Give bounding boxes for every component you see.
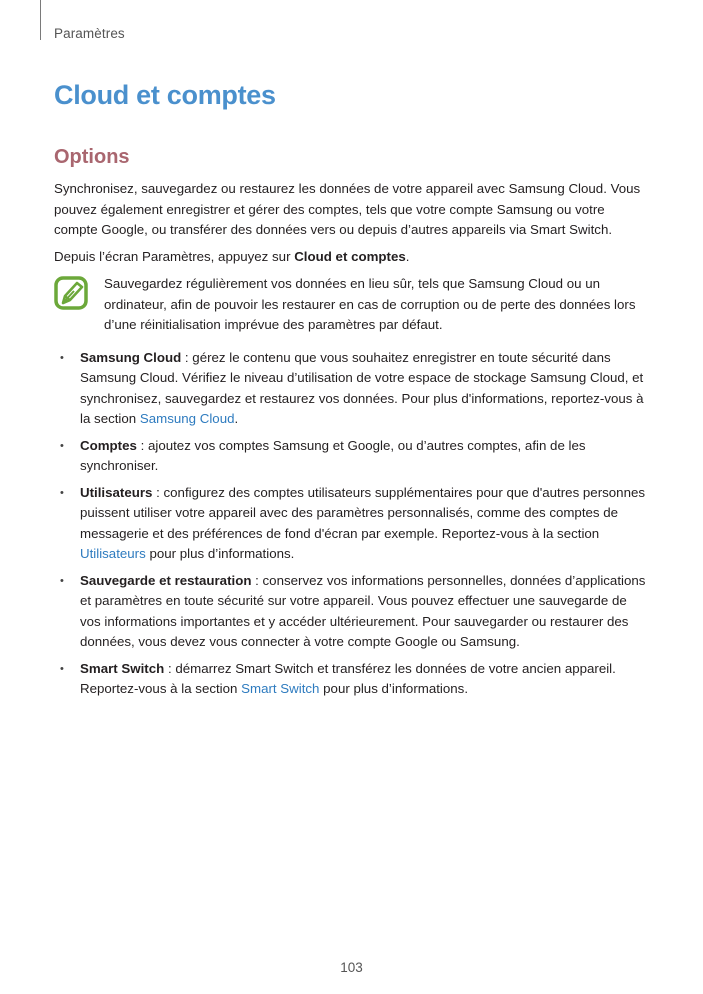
item-text: : conservez vos informations personnelles, données d’applications et paramètres en toute sécurité sur votre appareil. Vous pouvez effectuer une sauvegarde de vos informations importantes et y accéder ultérieurement. Pour sauvegarder ou restaurer des données, vous devez vous connecter à votre compte Google ou Samsung. bbox=[80, 572, 646, 649]
header-rule bbox=[40, 0, 41, 40]
intro-paragraph: Synchronisez, sauvegardez ou restaurez les données de votre appareil avec Samsung Cloud. Vous pouvez également enregistrer et gérer des comptes, tels que votre compte Samsung ou votre compte Google, ou transférer des données vers ou depuis d’autres appareils via Smart Switch. bbox=[54, 181, 641, 237]
list-item-samsung-cloud bbox=[54, 348, 649, 430]
bullet-icon: • bbox=[60, 662, 64, 675]
bullet-icon: • bbox=[60, 439, 64, 452]
item-term: Samsung Cloud bbox=[80, 349, 182, 365]
page-number: 103 bbox=[340, 960, 363, 975]
item-term: Comptes bbox=[80, 437, 137, 453]
bullet-icon: • bbox=[60, 351, 64, 364]
item-text: : ajoutez vos comptes Samsung et Google, ou d’autres comptes, afin de les synchroniser. bbox=[80, 437, 586, 473]
bullet-icon: • bbox=[60, 574, 64, 587]
list-item-smart-switch bbox=[54, 659, 649, 700]
link-samsung-cloud[interactable]: Samsung Cloud bbox=[139, 411, 235, 426]
instruction-paragraph bbox=[54, 247, 649, 268]
link-utilisateurs[interactable]: Utilisateurs bbox=[80, 546, 146, 561]
item-text: : démarrez Smart Switch et transférez les données de votre ancien appareil. Reportez-vous à la section bbox=[80, 660, 616, 696]
item-term: Smart Switch bbox=[80, 660, 165, 676]
list-item-sauvegarde-restauration bbox=[54, 571, 649, 653]
item-after: . bbox=[234, 411, 239, 426]
item-after: pour plus d’informations. bbox=[145, 546, 295, 561]
instruction-target: Cloud et comptes bbox=[294, 248, 406, 264]
section-title: Options bbox=[54, 146, 130, 168]
options-list bbox=[54, 348, 649, 700]
list-item-comptes bbox=[54, 436, 649, 477]
list-item-utilisateurs bbox=[54, 483, 649, 565]
item-text: : gérez le contenu que vous souhaitez enregistrer en toute sécurité dans Samsung Cloud. Vérifiez le niveau d’utilisation de votre espace de stockage Samsung Cloud, et synchronisez, sauvegardez et restaurez vos données. Pour plus d'informations, reportez-vous à la section bbox=[80, 349, 644, 426]
page-title: Cloud et comptes bbox=[54, 80, 276, 110]
instruction-suffix: . bbox=[405, 248, 410, 264]
bullet-icon: • bbox=[60, 486, 64, 499]
item-after: pour plus d’informations. bbox=[319, 681, 469, 696]
item-term: Utilisateurs bbox=[80, 484, 153, 500]
item-term: Sauvegarde et restauration bbox=[80, 572, 252, 588]
note-block bbox=[54, 274, 649, 336]
item-text: : configurez des comptes utilisateurs supplémentaires pour que d'autres personnes puissent utiliser votre appareil avec des paramètres personnalisés, comme des comptes de messagerie et des préférences de fond d'écran par exemple. Reportez-vous à la section bbox=[80, 484, 646, 541]
running-head: Paramètres bbox=[54, 26, 125, 41]
page-content bbox=[54, 179, 649, 706]
link-smart-switch[interactable]: Smart Switch bbox=[241, 681, 320, 696]
instruction-prefix: Depuis l’écran Paramètres, appuyez sur bbox=[54, 248, 295, 264]
note-pencil-icon bbox=[54, 276, 88, 310]
note-text: Sauvegardez régulièrement vos données en lieu sûr, tels que Samsung Cloud ou un ordinateur, afin de pouvoir les restaurer en cas de corruption ou de perte des données lors d’une réinitialisation imprévue des paramètres par défaut. bbox=[104, 276, 636, 332]
